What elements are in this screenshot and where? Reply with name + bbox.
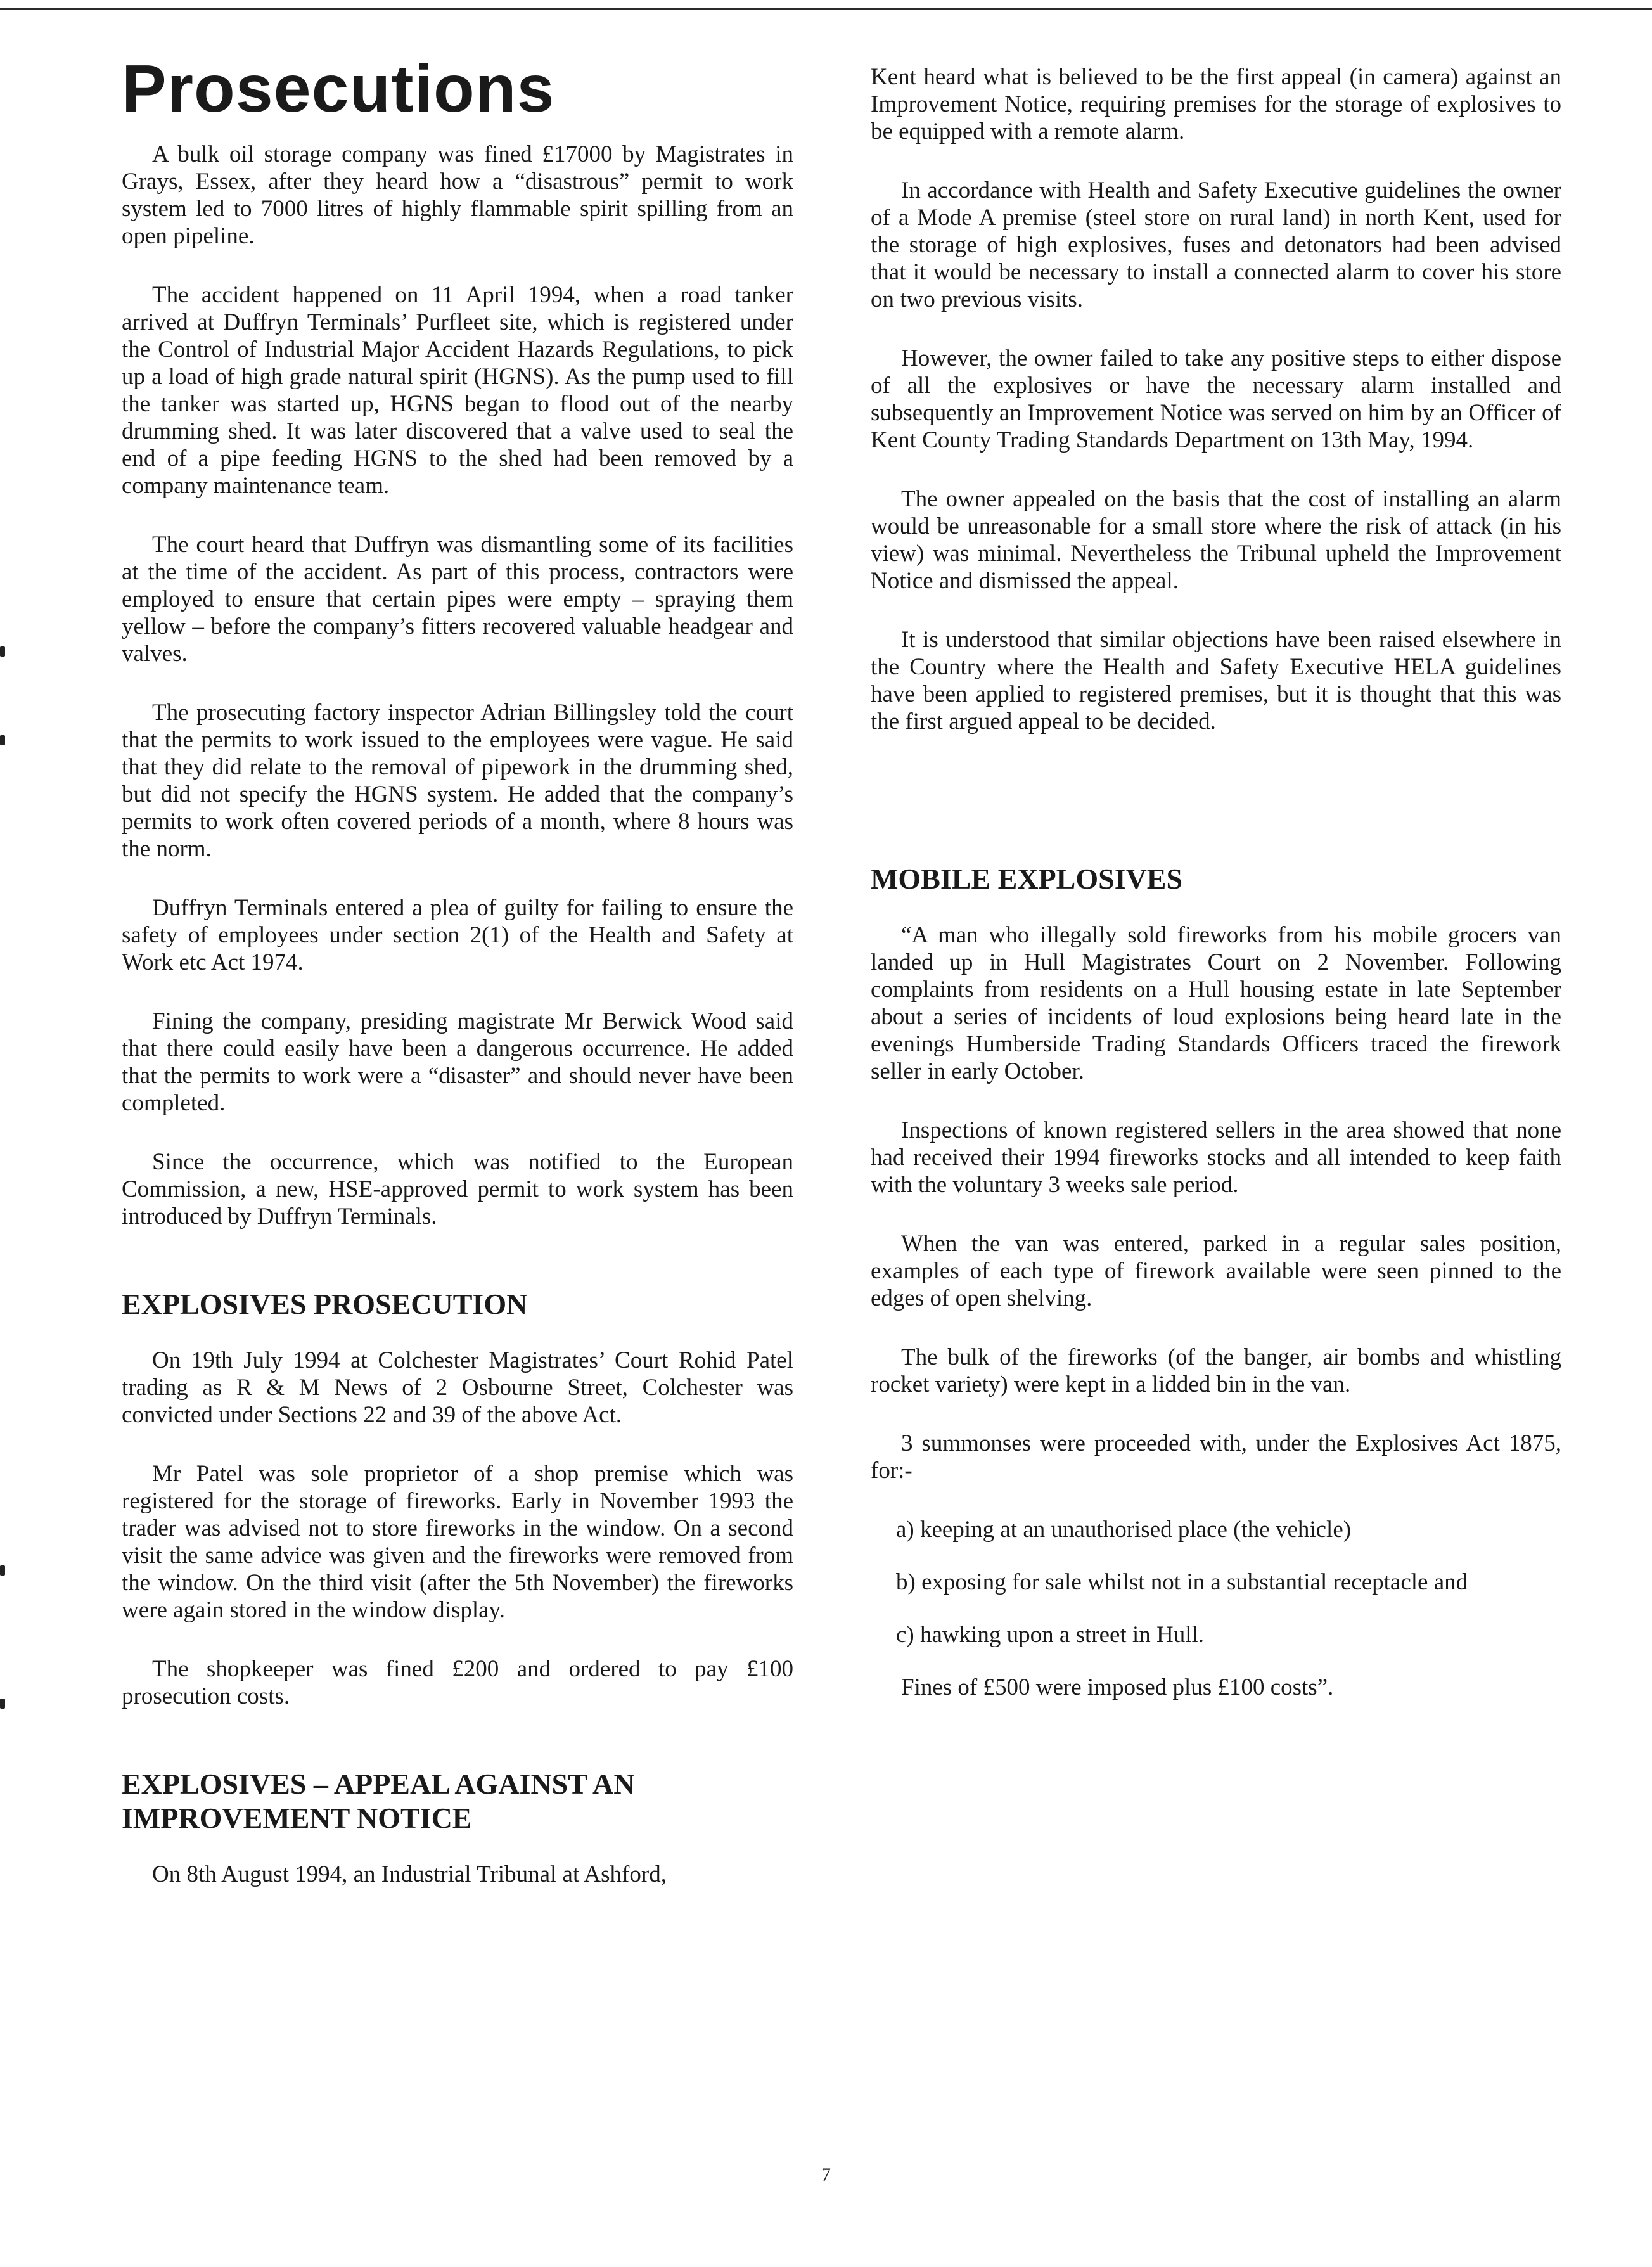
paragraph: 3 summonses were proceeded with, under the Explosives Act 1875, for:- [871,1430,1561,1484]
top-rule [0,8,1652,10]
list-item: a) keeping at an unauthorised place (the vehicle) [896,1517,1352,1543]
margin-mark [0,646,5,657]
paragraph: The owner appealed on the basis that the cost of installing an alarm would be unreasonable for a small store where the risk of attack (in his view) was minimal. Nevertheless the Tribunal upheld the Improvement Notice and dismissed the appeal. [871,486,1561,594]
paragraph: Inspections of known registered sellers in the area showed that none had received their 1994 fireworks stocks and all intended to keep faith with the voluntary 3 weeks sale period. [871,1117,1561,1198]
section-heading-mobile-explosives: MOBILE EXPLOSIVES [871,863,1183,895]
margin-mark [0,735,5,745]
paragraph: Since the occurrence, which was notified to the European Commission, a new, HSE-approved permit to work system has been introduced by Duffryn Terminals. [122,1149,793,1230]
paragraph: Mr Patel was sole proprietor of a shop premise which was registered for the storage of fireworks. Early in November 1993 the trader was advised not to store fireworks in the window. On a second visit the same advice was given and the fireworks were removed from the window. On the third visit (after the 5th November) the fireworks were again stored in the window display. [122,1461,793,1623]
list-item: b) exposing for sale whilst not in a substantial receptacle and [896,1569,1468,1595]
paragraph: The court heard that Duffryn was dismantling some of its facilities at the time of the accident. As part of this process, contractors were employed to ensure that certain pipes were empty – spraying them yellow – before the company’s fitters recovered valuable headgear and valves. [122,532,793,667]
paragraph: The prosecuting factory inspector Adrian Billingsley told the court that the permits to work issued to the employees were vague. He said that they did relate to the removal of pipework in the drumming shed, but did not specify the HGNS system. He added that the company’s permits to work often covered periods of a month, where 8 hours was the norm. [122,700,793,862]
paragraph: Fining the company, presiding magistrate Mr Berwick Wood said that there could easily have been a dangerous occurrence. He added that the permits to work were a “disaster” and should never have been completed. [122,1008,793,1116]
paragraph: Kent heard what is believed to be the first appeal (in camera) against an Improvement Notice, requiring premises for the storage of explosives to be equipped with a remote alarm. [871,64,1561,144]
paragraph: However, the owner failed to take any positive steps to either dispose of all the explosives or have the necessary alarm installed and subsequently an Improvement Notice was served on him by an Officer of Kent County Trading Standards Department on 13th May, 1994. [871,345,1561,453]
margin-mark [0,1565,5,1576]
paragraph: The bulk of the fireworks (of the banger, air bombs and whistling rocket variety) were kept in a lidded bin in the van. [871,1344,1561,1397]
paragraph: When the van was entered, parked in a regular sales position, examples of each type of firework available were seen pinned to the edges of open shelving. [871,1231,1561,1311]
paragraph: It is understood that similar objections have been raised elsewhere in the Country where the Health and Safety Executive HELA guidelines have been applied to registered premises, but it is thought that this was the first argued appeal to be decided. [871,627,1561,735]
page-number: 7 [821,2164,831,2185]
paragraph: “A man who illegally sold fireworks from his mobile grocers van landed up in Hull Magistrates Court on 2 November. Following complaints from residents on a Hull housing estate in late September about a series of incidents of loud explosions being heard late in the evenings Humberside Trading Standards Officers traced the firework seller in early October. [871,922,1561,1084]
paragraph: In accordance with Health and Safety Executive guidelines the owner of a Mode A premise (steel store on rural land) in north Kent, used for the storage of high explosives, fuses and detonators had been advised that it would be necessary to install a connected alarm to cover his store on two previous visits. [871,177,1561,312]
final-paragraph: Fines of £500 were imposed plus £100 costs”. [901,1674,1334,1700]
spacer [871,767,1561,862]
section-heading-explosives-prosecution: EXPLOSIVES PROSECUTION [122,1288,528,1320]
margin-mark [0,1699,5,1709]
paragraph: A bulk oil storage company was fined £17000 by Magistrates in Grays, Essex, after they heard how a “disastrous” permit to work system led to 7000 litres of highly flammable spirit spilling from an open pipeline. [122,141,793,249]
paragraph: The accident happened on 11 April 1994, when a road tanker arrived at Duffryn Terminals’ Purfleet site, which is registered under the Control of Industrial Major Accident Hazards Regulations, to pick up a load of high grade natural spirit (HGNS). As the pump used to fill the tanker was started up, HGNS began to flood out of the nearby drumming shed. It was later discovered that a valve used to seal the end of a pipe feeding HGNS to the shed had been removed by a company maintenance team. [122,282,793,499]
right-column [871,63,1561,1733]
left-column [122,51,793,1920]
paragraph: On 19th July 1994 at Colchester Magistrates’ Court Rohid Patel trading as R & M News of 2 Osbourne Street, Colchester was convicted under Sections 22 and 39 of the above Act. [122,1347,793,1428]
paragraph: On 8th August 1994, an Industrial Tribunal at Ashford, [152,1861,667,1887]
list-item: c) hawking upon a street in Hull. [896,1622,1205,1648]
paragraph: Duffryn Terminals entered a plea of guilty for failing to ensure the safety of employees under section 2(1) of the Health and Safety at Work etc Act 1974. [122,895,793,975]
page-title: Prosecutions [122,51,555,126]
paragraph: The shopkeeper was fined £200 and ordered to pay £100 prosecution costs. [122,1656,793,1709]
section-heading-appeal: EXPLOSIVES – APPEAL AGAINST AN IMPROVEMENT NOTICE [122,1768,635,1834]
